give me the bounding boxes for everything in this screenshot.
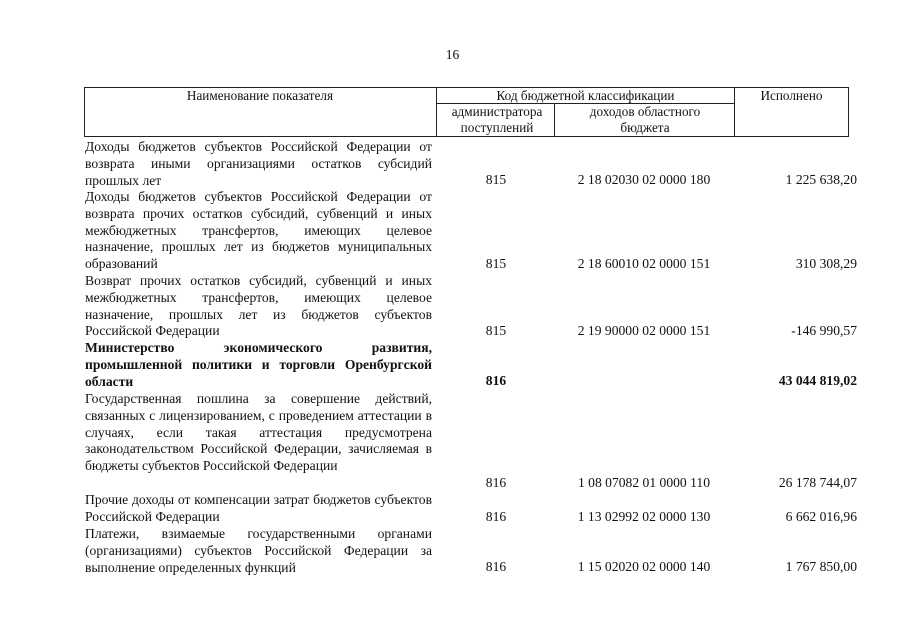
row-budget-code: 2 19 90000 02 0000 151 [577,323,711,338]
row-amount: 6 662 016,96 [785,509,857,524]
row-amount: 43 044 819,02 [778,373,857,388]
row-amount: 26 178 744,07 [778,475,857,490]
row-budget-code: 1 08 07082 01 0000 110 [577,475,711,490]
row-budget-code: 2 18 02030 02 0000 180 [577,172,711,187]
row-name: Государственная пошлина за совершение действий, связанных с лицензированием, с проведением аттестации в случаях, если такая аттестация предусмотрена законодательством Российской Федерации, зачисляемая в бюджеты субъектов Российской Федерации [85,391,432,474]
row-name: Возврат прочих остатков субсидий, субвенций и иных межбюджетных трансфертов, имеющих целевое назначение, прошлых лет из бюджетов субъектов Российской Федерации [85,273,432,339]
row-name: Прочие доходы от компенсации затрат бюджетов субъектов Российской Федерации [85,492,432,524]
row-name: Доходы бюджетов субъектов Российской Федерации от возврата прочих остатков субсидий, субвенций и иных межбюджетных трансфертов, имеющих целевое назначение, прошлых лет из бюджетов муниципальных образований [85,189,432,272]
row-budget-code: 1 13 02992 02 0000 130 [577,509,711,524]
page-number: 16 [445,47,460,62]
row-budget-code: 1 15 02020 02 0000 140 [577,559,711,574]
header-code-group: Код бюджетной классификации [496,88,675,103]
row-admin-code: 816 [485,373,507,388]
row-amount: -146 990,57 [791,323,857,338]
row-admin-code: 816 [485,509,507,524]
row-admin-code: 816 [485,559,507,574]
row-amount: 1 225 638,20 [785,172,857,187]
header-right-border [848,87,849,137]
row-name: Доходы бюджетов субъектов Российской Федерации от возврата иными организациями остатков субсидий прошлых лет [85,139,432,188]
row-admin-code: 815 [485,323,507,338]
row-admin-code: 815 [485,256,507,271]
row-amount: 310 308,29 [795,256,857,271]
header-divider-codes [554,103,555,137]
row-amount: 1 767 850,00 [785,559,857,574]
header-income: доходов областного бюджета [589,104,701,135]
row-name: Министерство экономического развития, промышленной политики и торговли Оренбургской области [85,340,432,389]
row-admin-code: 816 [485,475,507,490]
row-budget-code: 2 18 60010 02 0000 151 [577,256,711,271]
row-admin-code: 815 [485,172,507,187]
header-executed: Исполнено [760,88,823,103]
row-name: Платежи, взимаемые государственными органами (организациями) субъектов Российской Федерации за выполнение определенных функций [85,526,432,575]
header-admin: администратора поступлений [451,104,543,135]
header-name: Наименование показателя [186,88,334,103]
